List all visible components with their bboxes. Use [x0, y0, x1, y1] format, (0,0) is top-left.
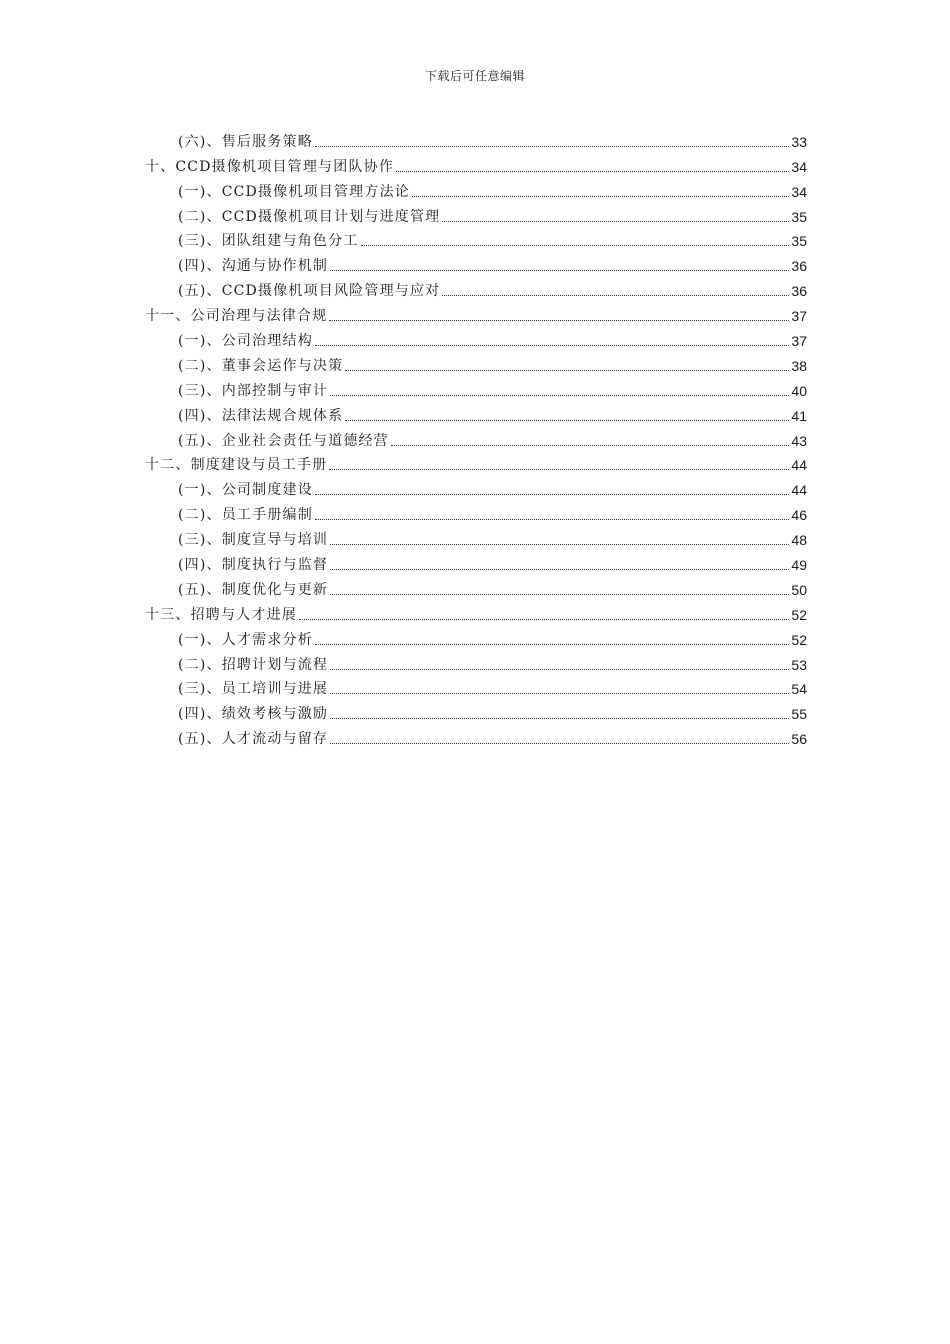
toc-leader-dots: [329, 320, 789, 321]
toc-entry-title: (一)、人才需求分析: [178, 631, 313, 648]
toc-entry-page: 48: [791, 532, 807, 549]
toc-entry[interactable]: [145, 650, 807, 675]
toc-entry[interactable]: [145, 699, 807, 724]
toc-entry-title: (二)、董事会运作与决策: [178, 357, 344, 374]
toc-entry-page: 33: [791, 133, 807, 150]
toc-entry[interactable]: [145, 127, 807, 152]
toc-leader-dots: [330, 569, 789, 570]
toc-entry-page: 50: [791, 581, 807, 598]
toc-leader-dots: [412, 196, 789, 197]
toc-entry-page: 35: [791, 208, 807, 225]
toc-entry-page: 36: [791, 283, 807, 300]
toc-entry-title: 十二、制度建设与员工手册: [145, 457, 328, 474]
toc-entry-page: 38: [791, 357, 807, 374]
toc-entry-page: 55: [791, 706, 807, 723]
toc-entry-title: (四)、制度执行与监督: [178, 557, 329, 574]
toc-entry-page: 52: [791, 631, 807, 648]
toc-entry-title: (一)、公司治理结构: [178, 333, 313, 350]
toc-entry-title: (四)、沟通与协作机制: [178, 258, 329, 275]
toc-entry-title: (二)、CCD摄像机项目计划与进度管理: [178, 208, 441, 225]
toc-entry-page: 43: [791, 432, 807, 449]
toc-entry[interactable]: [145, 301, 807, 326]
toc-entry-page: 44: [791, 457, 807, 474]
toc-entry-title: (一)、CCD摄像机项目管理方法论: [178, 183, 410, 200]
toc-entry[interactable]: [145, 276, 807, 301]
toc-leader-dots: [315, 644, 789, 645]
toc-leader-dots: [442, 221, 789, 222]
toc-entry-title: (三)、内部控制与审计: [178, 382, 329, 399]
toc-entry[interactable]: [145, 575, 807, 600]
toc-entry-title: (五)、制度优化与更新: [178, 581, 329, 598]
toc-leader-dots: [330, 395, 789, 396]
toc-leader-dots: [361, 245, 790, 246]
toc-leader-dots: [330, 544, 789, 545]
toc-entry[interactable]: [145, 724, 807, 749]
toc-entry-page: 37: [791, 333, 807, 350]
toc-entry-page: 41: [791, 407, 807, 424]
toc-entry-page: 54: [791, 681, 807, 698]
toc-entry[interactable]: [145, 525, 807, 550]
toc-leader-dots: [330, 594, 789, 595]
toc-entry-page: 35: [791, 233, 807, 250]
toc-leader-dots: [396, 171, 789, 172]
toc-leader-dots: [442, 295, 789, 296]
toc-entry-page: 40: [791, 382, 807, 399]
toc-entry-page: 56: [791, 731, 807, 748]
toc-leader-dots: [315, 345, 789, 346]
toc-entry-page: 37: [791, 308, 807, 325]
toc-entry[interactable]: [145, 426, 807, 451]
toc-entry-title: 十三、招聘与人才进展: [145, 606, 297, 623]
toc-entry-title: (一)、公司制度建设: [178, 482, 313, 499]
table-of-contents: [145, 127, 807, 749]
toc-leader-dots: [299, 619, 789, 620]
toc-entry-page: 52: [791, 606, 807, 623]
toc-leader-dots: [391, 445, 789, 446]
toc-entry-title: (六)、售后服务策略: [178, 133, 313, 150]
toc-entry-page: 36: [791, 258, 807, 275]
toc-entry[interactable]: [145, 227, 807, 252]
toc-entry[interactable]: [145, 251, 807, 276]
toc-entry[interactable]: [145, 600, 807, 625]
toc-entry[interactable]: [145, 500, 807, 525]
toc-entry-page: 49: [791, 557, 807, 574]
toc-entry[interactable]: [145, 475, 807, 500]
toc-entry-title: (五)、人才流动与留存: [178, 731, 329, 748]
toc-entry[interactable]: [145, 351, 807, 376]
toc-entry-title: (二)、招聘计划与流程: [178, 656, 329, 673]
toc-entry[interactable]: [145, 152, 807, 177]
toc-entry-title: (四)、绩效考核与激励: [178, 706, 329, 723]
toc-leader-dots: [330, 270, 789, 271]
toc-leader-dots: [345, 420, 789, 421]
toc-entry[interactable]: [145, 202, 807, 227]
toc-entry-title: 十、CCD摄像机项目管理与团队协作: [145, 158, 395, 175]
toc-entry[interactable]: [145, 550, 807, 575]
toc-entry-title: (三)、制度宣导与培训: [178, 532, 329, 549]
toc-entry-title: (五)、企业社会责任与道德经营: [178, 432, 389, 449]
toc-entry[interactable]: [145, 376, 807, 401]
toc-entry[interactable]: [145, 451, 807, 476]
toc-leader-dots: [329, 469, 789, 470]
toc-leader-dots: [315, 146, 789, 147]
toc-entry[interactable]: [145, 675, 807, 700]
toc-entry[interactable]: [145, 177, 807, 202]
toc-leader-dots: [330, 718, 789, 719]
toc-entry-page: 34: [791, 158, 807, 175]
toc-entry-title: (二)、员工手册编制: [178, 507, 313, 524]
toc-leader-dots: [330, 743, 789, 744]
toc-entry-title: (三)、团队组建与角色分工: [178, 233, 359, 250]
toc-entry-title: (三)、员工培训与进展: [178, 681, 329, 698]
toc-leader-dots: [315, 519, 789, 520]
toc-entry-title: (四)、法律法规合规体系: [178, 407, 344, 424]
toc-leader-dots: [315, 494, 789, 495]
page-header: 下载后可任意编辑: [424, 69, 525, 83]
toc-entry-title: (五)、CCD摄像机项目风险管理与应对: [178, 283, 441, 300]
toc-entry[interactable]: [145, 625, 807, 650]
toc-leader-dots: [330, 669, 789, 670]
toc-entry[interactable]: [145, 401, 807, 426]
toc-entry-page: 46: [791, 507, 807, 524]
toc-entry-page: 53: [791, 656, 807, 673]
toc-entry-title: 十一、公司治理与法律合规: [145, 308, 328, 325]
toc-leader-dots: [345, 370, 789, 371]
toc-entry-page: 44: [791, 482, 807, 499]
toc-entry-page: 34: [791, 183, 807, 200]
toc-entry[interactable]: [145, 326, 807, 351]
toc-leader-dots: [330, 693, 789, 694]
